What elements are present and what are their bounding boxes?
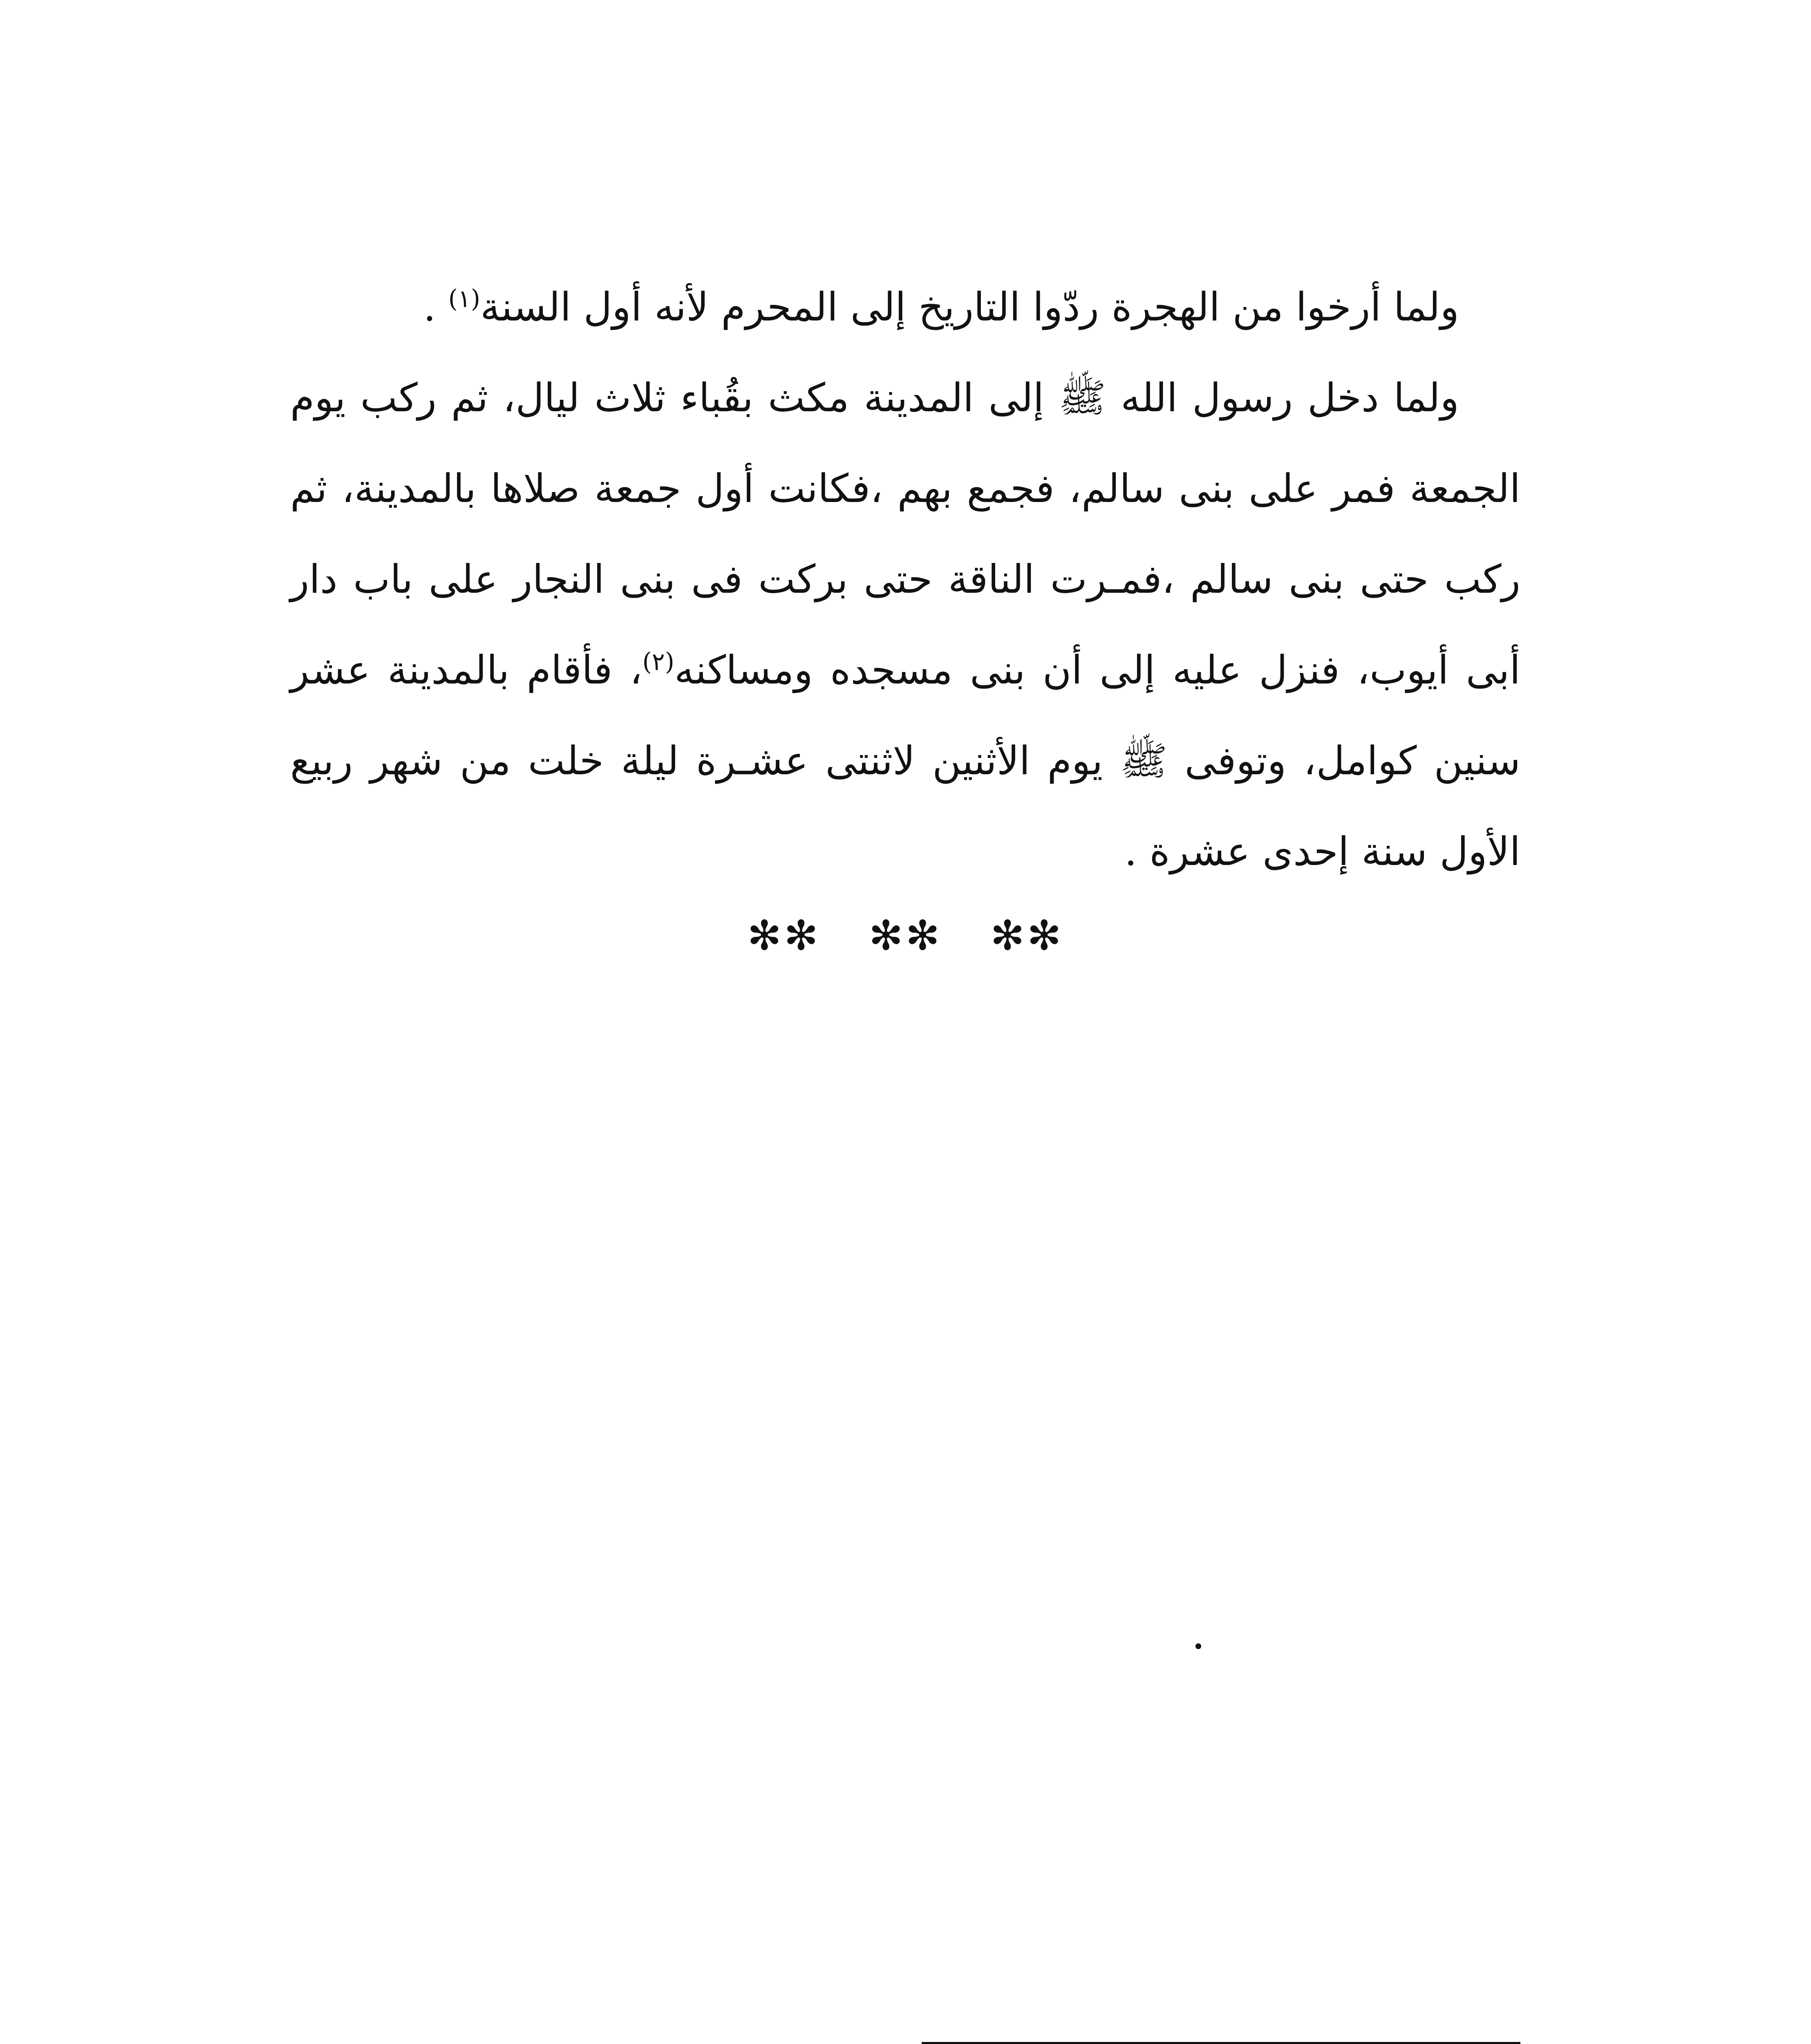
paragraph-2-text-b: ، فأقام بالمدينة عشر سنين كوامل، وتوفى ﷺ يوم الأثنين لاثنتى عشـرة ليلة خلت من شهر ربيع الأول سنة إحدى عشرة .	[290, 647, 1520, 874]
main-text	[290, 262, 1520, 897]
paragraph-2	[290, 352, 1520, 897]
stray-dot	[1195, 1643, 1201, 1649]
footnote-divider	[922, 2042, 1520, 2044]
section-separator	[0, 912, 1811, 959]
paragraph-1	[290, 262, 1520, 352]
separator-asterisks: ✻✻	[747, 912, 821, 959]
footnote-ref-2[interactable]: (٢)	[642, 648, 674, 676]
separator-asterisks: ✻✻	[869, 912, 942, 959]
separator-asterisks: ✻✻	[990, 912, 1064, 959]
paragraph-2-text-a: ولما دخل رسول الله ﷺ إلى المدينة مكث بقُباء ثلاث ليال، ثم ركب يوم الجمعة فمر على بنى سالم، فجمع بهم ،فكانت أول جمعة صلاها بالمدينة، ثم ركب حتى بنى سالم ،فمـرت الناقة حتى بركت فى بنى النجار على باب دار أبى أيوب، فنزل عليه إلى أن بنى مسجده ومساكنه	[290, 375, 1521, 693]
paragraph-1-text: ولما أرخوا من الهجرة ردّوا التاريخ إلى المحرم لأنه أول السنة	[480, 284, 1459, 330]
paragraph-1-tail: .	[423, 284, 448, 330]
footnote-ref-1[interactable]: (١)	[448, 285, 481, 313]
